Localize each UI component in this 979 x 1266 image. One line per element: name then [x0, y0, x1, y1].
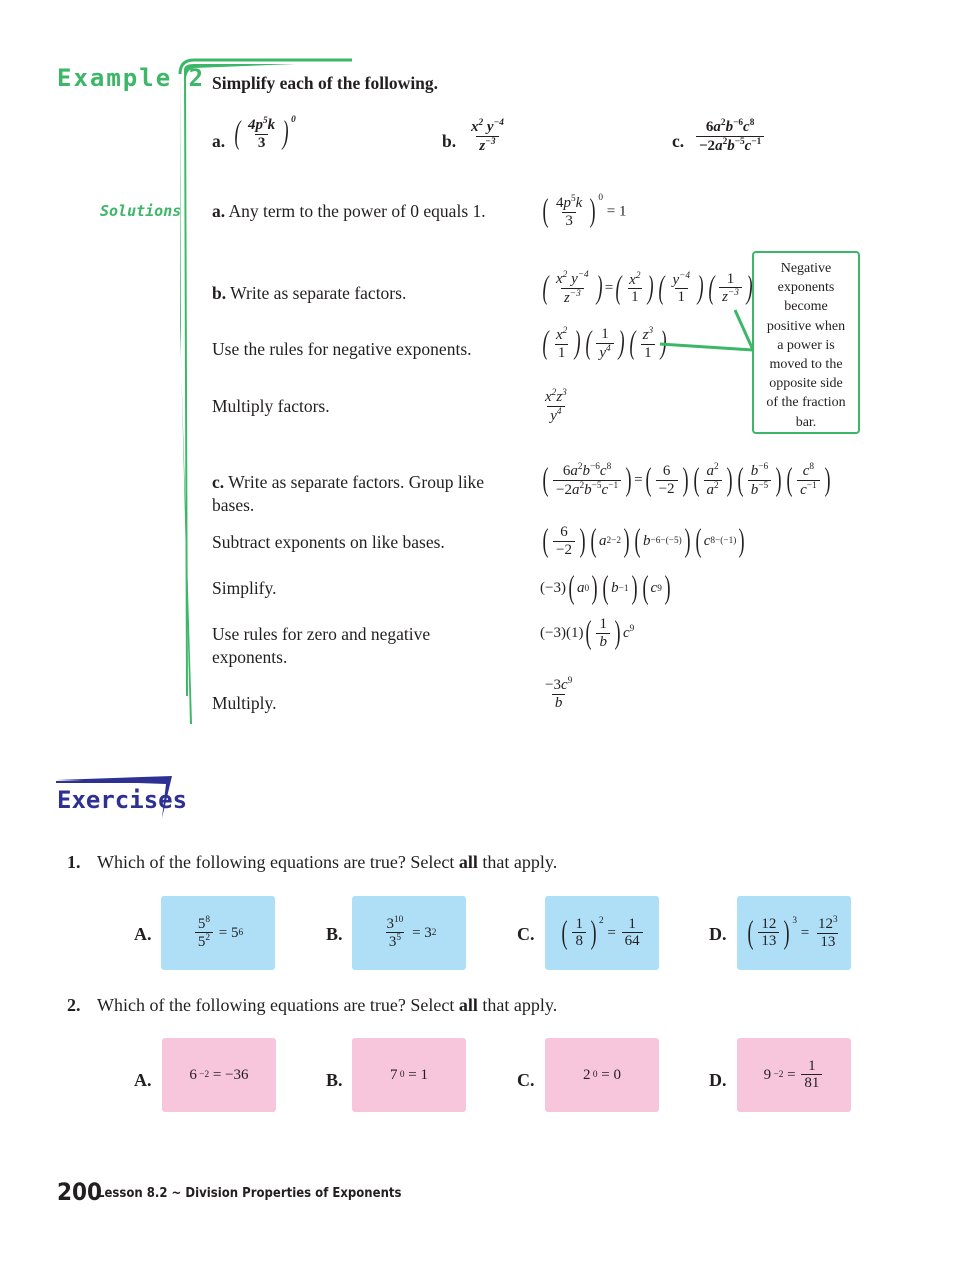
question-2-text-end: that apply. [477, 995, 558, 1015]
q2-option-b[interactable]: 7 0 = 1 [352, 1038, 466, 1112]
note-line: of the fraction [766, 395, 846, 411]
lesson-title: Lesson 8.2 ~ Division Properties of Exponents [97, 1186, 402, 1201]
question-2 [67, 995, 557, 1016]
question-1-text-end: that apply. [477, 852, 558, 872]
note-line: exponents [777, 280, 835, 296]
question-1-text: Which of the following equations are true? Select [97, 852, 459, 872]
note-line: bar. [795, 414, 817, 430]
q1-option-d[interactable]: ( $\frac{12}{13}$ ) $^3$ = $\frac{12^3}{13}$ [737, 896, 851, 970]
solution-a-text [212, 200, 486, 223]
solution-b-math2: ( $\frac{x^2}{1}$ ) ( $\frac{1}{y^4}$ ) ( $\frac{z^3}{1}$ [542, 325, 654, 362]
q1-option-c[interactable]: ( $\frac{1}{8}$ ) $^2$ = $\frac{1}{64}$ [545, 896, 659, 970]
q2-option-b-label: B. [326, 1070, 343, 1090]
solution-c-step1-text: Write as separate factors. Group like bases. [212, 472, 485, 515]
page-number: 200 [57, 1178, 103, 1206]
note-line: Negative [780, 261, 832, 276]
solution-c-step2: Subtract exponents on like bases. [212, 532, 445, 552]
q1-option-b-label: B. [326, 924, 343, 944]
question-1-number: 1. [67, 852, 81, 872]
q1-option-c-label: C. [517, 924, 535, 944]
problem-a-label: a. [212, 131, 226, 151]
problem-a-expression: ( $\frac{4p^5k}{3}$ ) $^0$ [234, 114, 296, 152]
example-title: Example 2 [57, 64, 206, 92]
question-2-emphasis: all [458, 995, 478, 1015]
question-1-emphasis: all [458, 852, 478, 872]
solution-b-math1: ( $\frac{x^2 y^{-4}}{z^{-3}}$ ) = ( $\frac{x^2}{1}$ ) ( $\frac{y^{-4}}{1}$ ) ( $\frac{1}{z^{-3}}$ ) [542, 269, 753, 306]
solutions-label: Solutions [100, 202, 182, 220]
solution-b-math3: $\frac{x^2z^3}{y^4}$ [545, 388, 567, 424]
question-2-text: Which of the following equations are true? Select [97, 995, 459, 1015]
solution-b-label: b. [212, 283, 227, 303]
note-box [752, 251, 860, 434]
solution-b-step2: Use the rules for negative exponents. [212, 339, 472, 359]
solution-c-math5: $\frac{-3c^9}{b}$ [545, 676, 573, 711]
problem-b-label: b. [442, 131, 457, 151]
note-arrow [655, 300, 760, 360]
solution-a-step: a. Any term to the power of 0 equals 1. [212, 201, 486, 221]
solution-c-step1 [212, 471, 522, 517]
solution-c-step4: Use rules for zero and negative exponents. [212, 624, 431, 667]
q1-option-d-label: D. [709, 924, 727, 944]
solution-c-math1: ( $\frac{6a^2b^{-6}c^8}{-2a^2b^{-5}c^{-1}}$ ) = ( $\frac{6}{-2}$ ) ( $\frac{a^2}{a^2}$ ) ( $\frac{b^{-6}}{b^{-5}}$ ) ( $\frac{c^8}{c^{-1}}$ ) [542, 461, 831, 498]
solution-c-label: c. [212, 472, 225, 492]
q2-option-c[interactable]: 2 0 = 0 [545, 1038, 659, 1112]
note-line: opposite side [769, 376, 843, 392]
solution-b-step1 [212, 282, 406, 305]
q1-option-a[interactable]: $\frac{5^8}{5^2}$ = 5 6 [161, 896, 275, 970]
instruction: Simplify each of the following. [212, 73, 439, 93]
solution-c-math2: ( $\frac{6}{-2}$ ) ( a 2−2 ) ( b −6−(−5) ) ( c 8−(−1) ) [542, 522, 745, 559]
q1-option-b[interactable]: $\frac{3^{10}}{3^5}$ = 3 2 [352, 896, 466, 970]
note-line: become [784, 299, 828, 315]
exercises-heading: Exercises [57, 786, 188, 814]
solution-b-step1-text: Write as separate factors. [230, 283, 407, 303]
q2-option-d-label: D. [709, 1070, 727, 1090]
note-line: a power is [777, 337, 835, 353]
solution-c-math4: (−3)(1) ( $\frac{1}{b}$ ) $c^9$ [540, 614, 635, 651]
problem-c-label: c. [672, 131, 685, 151]
question-1 [67, 852, 557, 873]
question-2-number: 2. [67, 995, 81, 1015]
solution-a-math: ( $\frac{4p^5k}{3}$ ) $^0$ = 1 [542, 192, 627, 230]
solution-c-math3: (−3) ( a 0 ) ( b −1 ) ( c 9 ) [540, 570, 671, 606]
q2-option-c-label: C. [517, 1070, 535, 1090]
problem-b-expression: $\frac{x^2 y^{-4}}{z^{-3}}$ [471, 118, 504, 154]
solution-b-step3: Multiply factors. [212, 396, 330, 416]
q2-option-a[interactable]: 6 −2 = −36 [162, 1038, 276, 1112]
solution-c-step3: Simplify. [212, 578, 277, 598]
problem-c-expression: $\frac{6a^2b^{-6}c^8}{-2a^2b^{-5}c^{-1}}$ [694, 118, 766, 155]
note-line: positive when [766, 318, 846, 334]
q1-option-a-label: A. [134, 924, 152, 944]
q2-option-a-label: A. [134, 1070, 152, 1090]
note-line: moved to the [769, 357, 843, 373]
q2-option-d[interactable]: 9 −2 = $\frac{1}{81}$ [737, 1038, 851, 1112]
solution-c-step5: Multiply. [212, 693, 277, 713]
